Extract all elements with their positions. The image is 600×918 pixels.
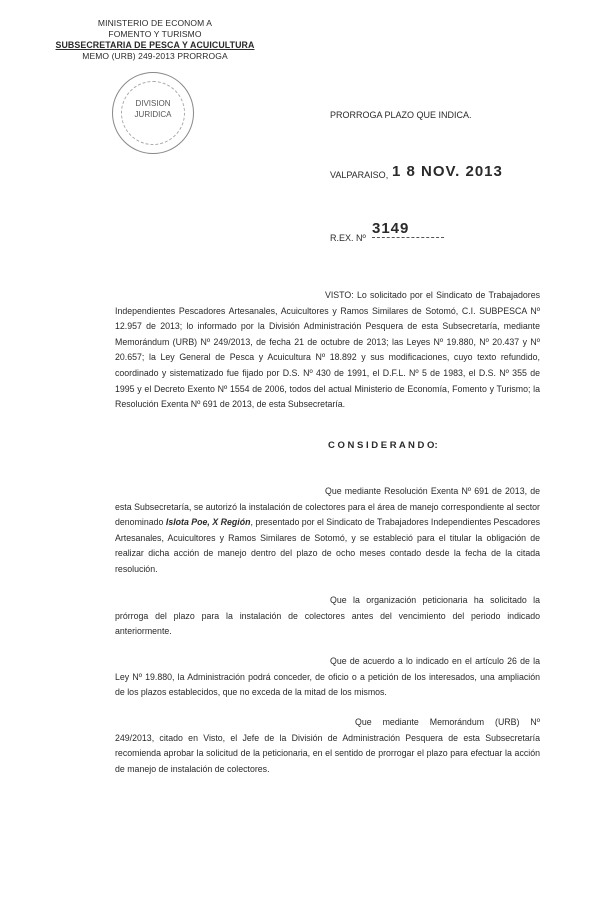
considerando-title: C O N S I D E R A N D O: <box>328 440 438 451</box>
p2-text: Que la organización peticionaria ha solicitado la prórroga del plazo para la instalación de colectores antes del vencimiento del periodo indicado anteriormente. <box>115 595 540 637</box>
ministry-name: MINISTERIO DE ECONOM A <box>97 18 213 28</box>
stamp-line-1: DIVISION <box>135 99 171 108</box>
date-city: VALPARAISO, <box>330 170 389 180</box>
visto-text: Lo solicitado por el Sindicato de Trabajadores Independientes Pescadores Artesanales, Acuicultores y Ramos Similares de Sotomó, C.I. SUBPESCA Nº 12.957 de 2013; lo informado por la División Administración Pesquera de esta Subsecretaría, mediante Memorándum (URB) Nº 249/2013, de fecha 21 de octubre de 2013; las Leyes Nº 19.880, Nº 20.437 y Nº 20.657; la Ley General de Pesca y Acuicultura Nº 18.892 y sus modificaciones, cuyo texto refundido, coordinado y sistematizado fue fijado por D.S. Nº 430 de 1991, el D.F.L. Nº 5 de 1983, el D.S. Nº 355 de 1995 y el Decreto Exento Nº 1554 de 2006, todos del actual Ministerio de Economía, Fomento y Turismo; la Resolución Exenta Nº 691 de 2013, de esta Subsecretaría. <box>115 290 540 410</box>
considerando-paragraph-3 <box>115 654 540 701</box>
date-value: 1 8 NOV. 2013 <box>392 163 503 180</box>
p4-text: Que mediante Memorándum (URB) Nº 249/2013, citado en Visto, el Jefe de la División de Administración Pesquera de esta Subsecretaría recomienda aprobar la solicitud de la peticionaria, en el sentido de prorrogar el plazo para efectuar la acción de manejo de instalación de colectores. <box>115 717 540 774</box>
resolution-label: R.EX. Nº <box>330 233 366 243</box>
stamp-line-2: JURIDICA <box>134 110 172 119</box>
ministry-header <box>40 18 270 62</box>
considerando-paragraph-1 <box>115 484 540 578</box>
document-subject: PRORROGA PLAZO QUE INDICA. <box>330 110 472 120</box>
p1-place-name: Islota Poe, X Región <box>165 517 251 528</box>
memo-reference: MEMO (URB) 249-2013 PRORROGA <box>82 51 228 61</box>
visto-label: VISTO: <box>325 290 354 300</box>
subsecretariat-name: SUBSECRETARIA DE PESCA Y ACUICULTURA <box>55 40 255 50</box>
visto-paragraph <box>115 288 540 413</box>
considerando-paragraph-2 <box>115 593 540 640</box>
p1-text-a: Que mediante Resolución Exenta Nº 691 de 2013, de esta Subsecretaría, se autorizó la instalación de colectores para el área de manejo correspondiente al sector denominado <box>115 486 540 528</box>
p1-text-b: , presentado por el Sindicato de Trabajadores Independientes Pescadores Artesanales, Acuicultores y Ramos Similares de Sotomó, y se estableció para el titular la obligación de realizar dicha acción de manejo dentro del plazo de ocho meses contado desde la fecha de la citada resolución. <box>115 517 540 574</box>
division-juridica-stamp <box>112 72 194 154</box>
resolution-number: 3149 <box>372 220 444 238</box>
ministry-subname: FOMENTO Y TURISMO <box>108 29 202 39</box>
p3-text: Que de acuerdo a lo indicado en el artículo 26 de la Ley Nº 19.880, la Administración podrá conceder, de oficio o a petición de los interesados, una ampliación de los plazos establecidos, que no exceda de la mitad de los mismos. <box>115 656 540 698</box>
considerando-paragraph-4 <box>115 715 540 777</box>
